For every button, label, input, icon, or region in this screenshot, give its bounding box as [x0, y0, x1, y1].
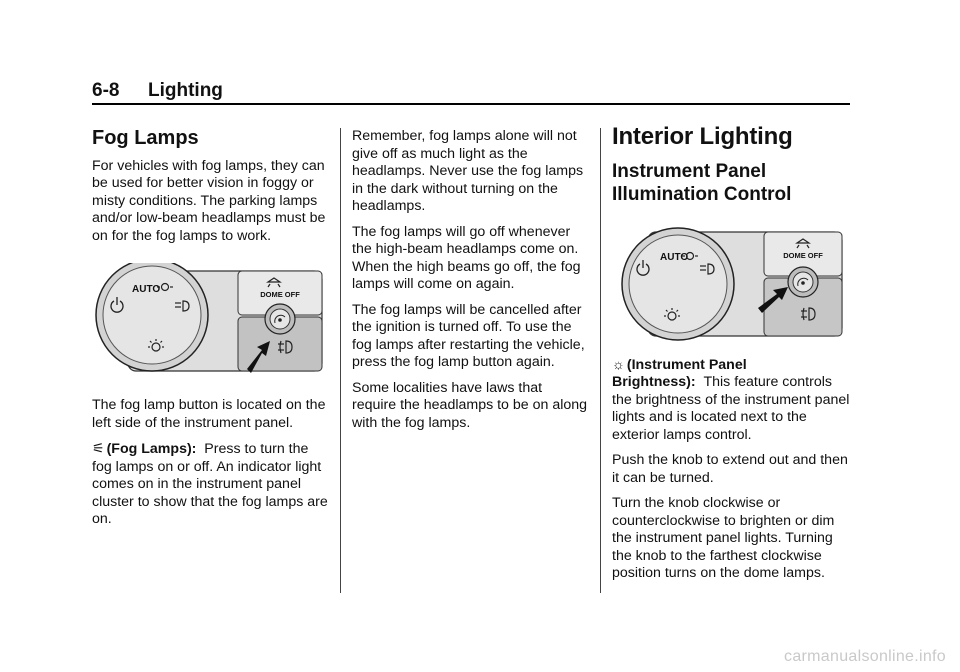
brightness-term-paragraph — [612, 356, 852, 445]
middle-paragraph-4: Some localities have laws that require the headlamps to be on along with the fog lamps. — [352, 379, 588, 431]
fig2-auto-label: AUTO — [660, 251, 689, 263]
fog-term-description: Press to turn the fog lamps on or off. An indicator light comes on in the instrument panel cluster to show that the fog lamps are on. — [92, 441, 328, 527]
middle-paragraph-2: The fog lamps will go off whenever the high-beam headlamps come on. When the high beams go off, the fog lamps will come on again. — [352, 223, 581, 292]
right-paragraph-1: Push the knob to extend out and then it can be turned. — [612, 452, 848, 486]
fog-intro-paragraph: For vehicles with fog lamps, they can be used for better vision in foggy or misty conditions. The parking lamps and/or low-beam headlamps must be on for the fog lamps to work. — [92, 157, 326, 244]
middle-paragraph-3: The fog lamps will be cancelled after the ignition is turned off. To use the fog lamps after restarting the vehicle, press the fog lamp button again. — [352, 301, 585, 370]
right-column — [612, 123, 852, 591]
panel-brightness-icon: ☼ — [612, 355, 625, 372]
fog-term-paragraph — [92, 440, 328, 529]
column-divider-left — [340, 128, 341, 593]
middle-paragraph-1: Remember, fog lamps alone will not give off as much light as the headlamps. Never use the fog lamps in the dark without turning on the headlamps. — [352, 128, 584, 214]
fig1-dome-off-label: DOME OFF — [260, 290, 300, 299]
column-divider-right — [600, 128, 601, 593]
fog-location-paragraph: The fog lamp button is located on the left side of the instrument panel. — [92, 397, 326, 431]
fog-lamp-control-figure — [90, 263, 326, 381]
right-paragraph-2: Turn the knob clockwise or counterclockwise to brighten or dim the instrument panel lights. Turning the knob to the farthest clockwise position turns on the dome lamps. — [612, 495, 835, 581]
interior-lighting-heading: Interior Lighting — [612, 123, 793, 150]
watermark: carmanualsonline.info — [784, 648, 946, 665]
fog-term-label: (Fog Lamps): — [106, 441, 197, 457]
middle-column — [352, 128, 588, 440]
illumination-control-heading: Instrument Panel Illumination Control — [612, 160, 792, 205]
page-header — [92, 80, 850, 106]
fog-lamp-icon: ⚟ — [92, 440, 105, 456]
fog-lamps-heading: Fog Lamps — [92, 127, 199, 149]
fig2-dome-off-label: DOME OFF — [783, 250, 823, 260]
brightness-term-label: (Instrument Panel Brightness): — [612, 356, 747, 390]
header-rule — [92, 103, 850, 105]
fig1-auto-label: AUTO — [132, 284, 161, 295]
section-title: Lighting — [148, 80, 223, 101]
brightness-term-description: This feature controls the brightness of the instrument panel lights and is located next to the exterior lamps control. — [612, 374, 850, 443]
left-column — [92, 128, 328, 537]
illumination-control-figure — [614, 224, 846, 344]
page-number: 6-8 — [92, 80, 120, 101]
